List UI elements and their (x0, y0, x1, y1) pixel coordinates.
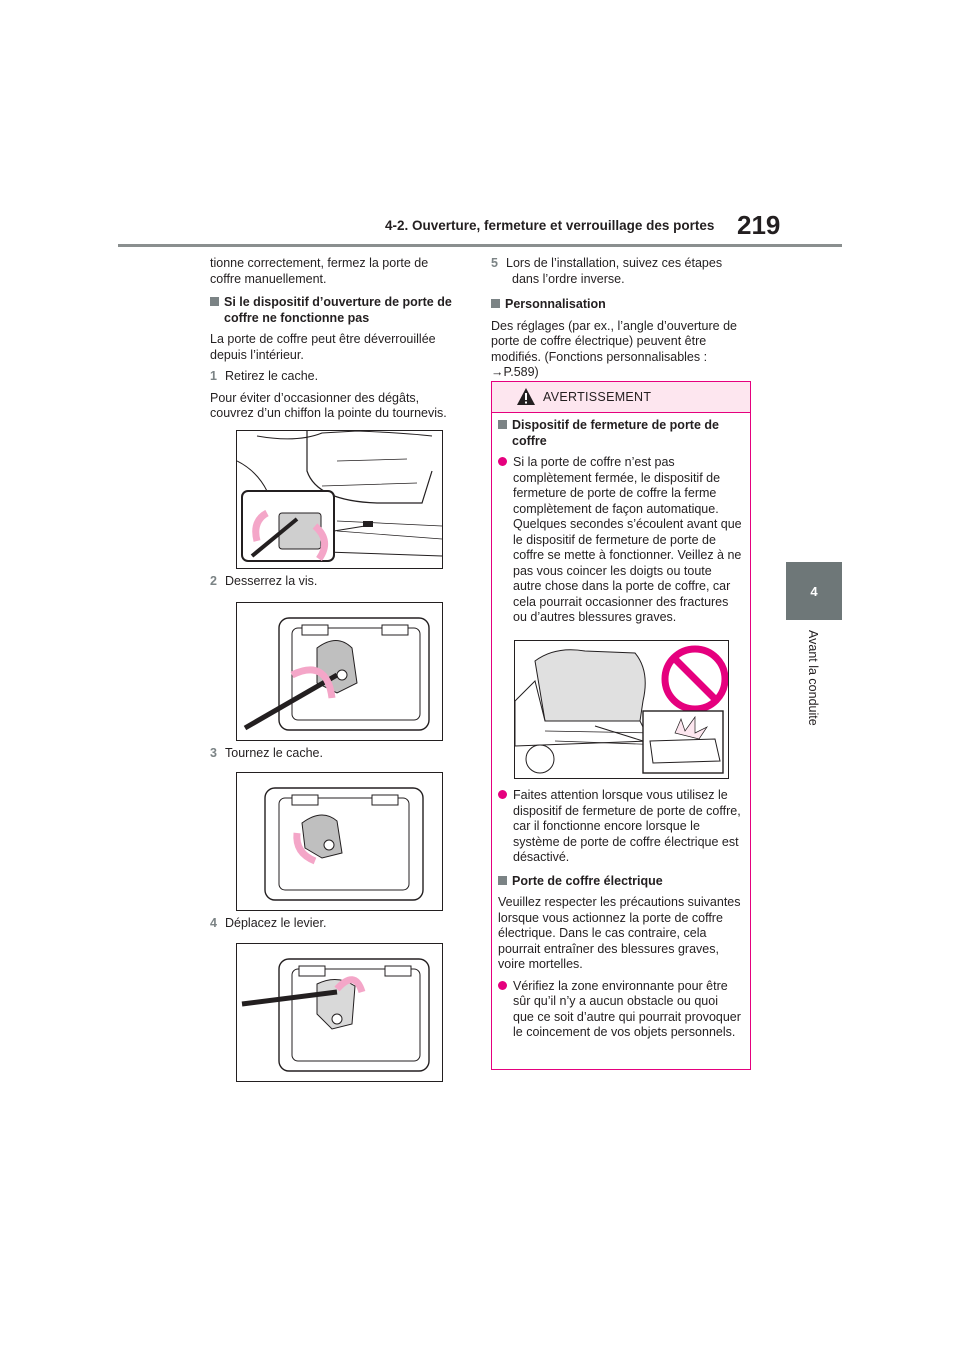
warning-triangle-icon (516, 387, 536, 406)
section-title: 4-2. Ouverture, fermeture et verrouillage des portes (385, 218, 715, 233)
square-bullet-icon (498, 420, 507, 429)
warning-bullet-1 (498, 455, 742, 626)
square-bullet-icon (210, 297, 219, 306)
warning-header (492, 382, 750, 413)
bullet-text: Vérifiez la zone environnante pour être sûr qu’il n’y a aucun obstacle ou quoi que ce soit d’autre qui pourrait provoquer le coincement de vos objets personnels. (513, 978, 741, 1039)
header-rule (118, 244, 842, 247)
step-number: 1 (210, 369, 217, 383)
step-3 (210, 746, 481, 762)
figure-trunk-pinch-warning (514, 640, 729, 779)
customization-heading (491, 297, 751, 313)
square-bullet-icon (498, 876, 507, 885)
warning-heading-1 (498, 418, 742, 449)
step-2 (210, 574, 481, 590)
warning-title: AVERTISSEMENT (543, 390, 652, 404)
section-heading (210, 295, 460, 326)
step-text: Déplacez le levier. (225, 916, 327, 930)
step-text: Desserrez la vis. (225, 574, 318, 588)
intro-text: tionne correctement, fermez la porte de coffre manuellement. (210, 256, 429, 286)
step-number: 4 (210, 916, 217, 930)
step-number: 5 (491, 256, 498, 270)
right-column (491, 256, 751, 387)
round-bullet-icon (498, 790, 507, 799)
figure-loosen-screw (236, 602, 443, 741)
warning-para-2: Veuillez respecter les précautions suivantes lorsque vous actionnez la porte de coffre électrique. Dans le cas contraire, cela pourrait entraîner des blessures graves, voire mortelles. (498, 895, 741, 971)
step-text: Lors de l’installation, suivez ces étapes dans l’ordre inverse. (506, 256, 723, 286)
figure-remove-cover (236, 430, 443, 569)
heading-text: Personnalisation (505, 297, 606, 311)
square-bullet-icon (491, 299, 500, 308)
bullet-text: Si la porte de coffre n’est pas complètement fermée, le dispositif de fermeture de porte de coffre la ferme complètement de façon automatique. Quelques secondes s’écoulent avant que le dispositif de fermeture de porte de coffre se mette à fonctionner. Veillez à ne pas vous coincer les doigts ou toute autre chose dans la porte de coffre, car cela pourrait occasionner des fractures ou d’autres blessures graves. (513, 455, 742, 624)
round-bullet-icon (498, 457, 507, 466)
warning-box (491, 381, 751, 1070)
figure-turn-cover (236, 772, 443, 911)
step-text: Tournez le cache. (225, 746, 323, 760)
warning-body-top (498, 418, 742, 632)
step-text: Retirez le cache. (225, 369, 319, 383)
heading-text: Dispositif de fermeture de porte de coffre (512, 418, 719, 448)
warning-bullet-3 (498, 979, 742, 1041)
step-4 (210, 916, 481, 932)
step-number: 2 (210, 574, 217, 588)
warning-body-bottom (498, 788, 742, 1047)
customization-para: Des réglages (par ex., l’angle d’ouverture de porte de coffre électrique) peuvent être modifiés. (Fonctions personnalisables : →P.589) (491, 318, 737, 379)
warning-bullet-2 (498, 788, 742, 866)
step-number: 3 (210, 746, 217, 760)
step-1-note: Pour éviter d’occasionner des dégâts, couvrez d’un chiffon la pointe du tournevis. (210, 390, 447, 420)
left-column (210, 256, 460, 428)
intro-para: La porte de coffre peut être déverrouillée depuis l’intérieur. (210, 332, 436, 362)
heading-text: Si le dispositif d’ouverture de porte de coffre ne fonctionne pas (224, 295, 452, 325)
page-number: 219 (737, 210, 781, 240)
step-5 (491, 256, 751, 287)
figure-move-lever (236, 943, 443, 1082)
round-bullet-icon (498, 981, 507, 990)
heading-text: Porte de coffre électrique (512, 873, 663, 888)
bullet-text: Faites attention lorsque vous utilisez le dispositif de fermeture de porte de coffre, car il fonctionne encore lorsque le système de porte de coffre électrique est désactivé. (513, 788, 741, 864)
chapter-label: Avant la conduite (806, 630, 820, 726)
chapter-tab: 4 (786, 562, 842, 620)
warning-heading-2 (498, 874, 742, 890)
step-1 (210, 369, 460, 385)
